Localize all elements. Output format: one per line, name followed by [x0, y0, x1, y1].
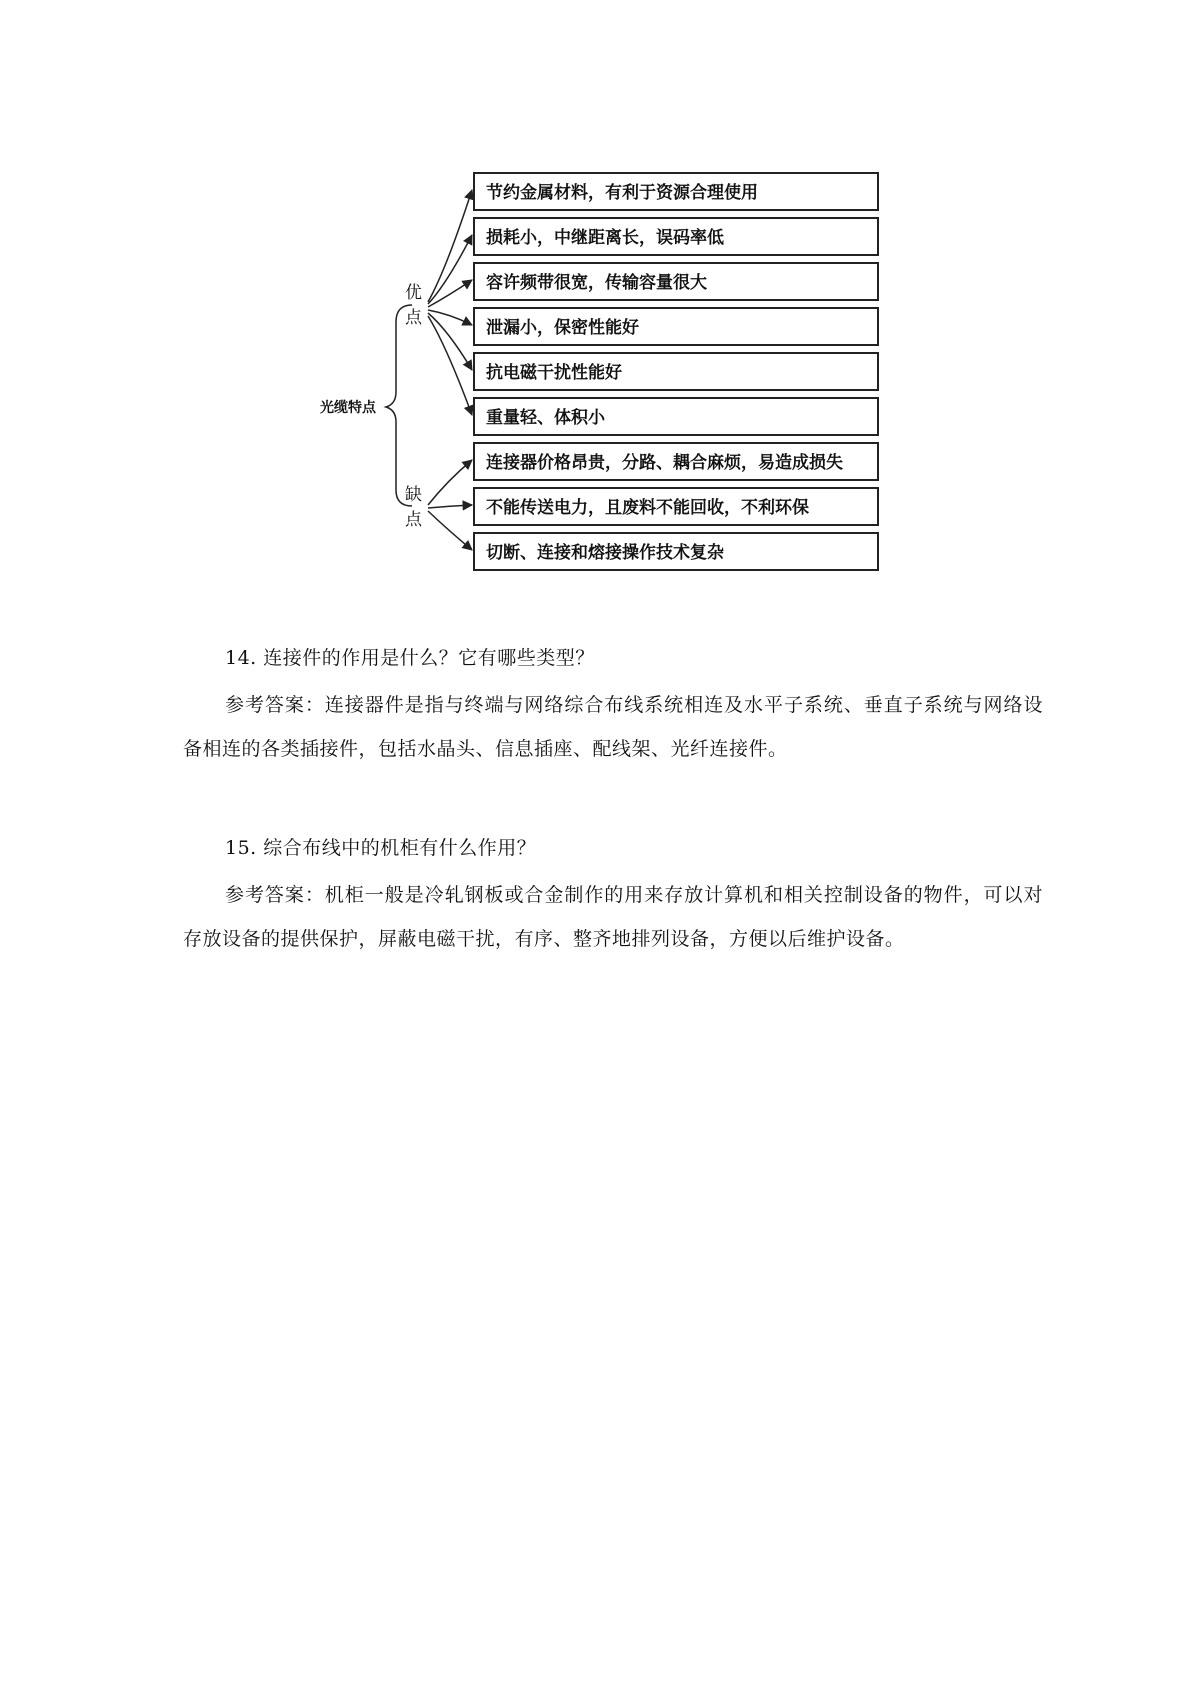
advantage-text-4: 泄漏小，保密性能好: [486, 318, 639, 338]
advantages-label-2: 点: [405, 308, 422, 328]
disadvantage-text-3: 切断、连接和熔接操作技术复杂: [486, 543, 724, 563]
question-15: 15. 综合布线中的机柜有什么作用？: [225, 837, 537, 859]
advantage-text-3: 容许频带很宽，传输容量很大: [486, 273, 707, 293]
arrow-adv-6: [428, 316, 472, 415]
arrow-dis-2: [428, 505, 472, 508]
answer-14: 参考答案：连接器件是指与终端与网络综合布线系统相连及水平子系统、垂直子系统与网络设备相连的各类插接件，包括水晶头、信息插座、配线架、光纤连接件。: [183, 694, 1043, 760]
main-brace: [386, 305, 412, 506]
question-14: 14. 连接件的作用是什么？它有哪些类型？: [225, 647, 595, 669]
advantages-label-1: 优: [405, 283, 422, 303]
arrow-dis-1: [428, 460, 472, 505]
advantage-text-2: 损耗小，中继距离长，误码率低: [486, 228, 724, 248]
fiber-cable-features-diagram: [0, 0, 1191, 620]
advantage-text-6: 重量轻、体积小: [486, 408, 605, 428]
arrow-dis-3: [428, 511, 472, 550]
root-label: 光缆特点: [320, 400, 376, 416]
arrow-adv-3: [428, 280, 472, 307]
arrow-adv-4: [428, 310, 472, 325]
disadvantage-box-1: [474, 443, 878, 480]
disadvantages-label-1: 缺: [405, 485, 422, 505]
disadvantage-text-1: 连接器价格昂贵，分路、耦合麻烦，易造成损失: [486, 453, 843, 473]
disadvantage-text-2: 不能传送电力，且废料不能回收，不利环保: [486, 498, 809, 518]
advantage-box-1: [474, 173, 878, 210]
advantage-box-2: [474, 218, 878, 255]
advantage-box-5: [474, 353, 878, 390]
advantage-box-4: [474, 308, 878, 345]
advantage-text-5: 抗电磁干扰性能好: [486, 363, 622, 383]
disadvantage-box-2: [474, 488, 878, 525]
disadvantages-label-2: 点: [405, 510, 422, 530]
advantage-text-1: 节约金属材料，有利于资源合理使用: [486, 183, 758, 203]
advantage-box-3: [474, 263, 878, 300]
advantage-box-6: [474, 398, 878, 435]
answer-15: 参考答案：机柜一般是冷轧钢板或合金制作的用来存放计算机和相关控制设备的物件，可以对存放设备的提供保护，屏蔽电磁干扰，有序、整齐地排列设备，方便以后维护设备。: [183, 884, 1043, 950]
disadvantage-box-3: [474, 533, 878, 570]
